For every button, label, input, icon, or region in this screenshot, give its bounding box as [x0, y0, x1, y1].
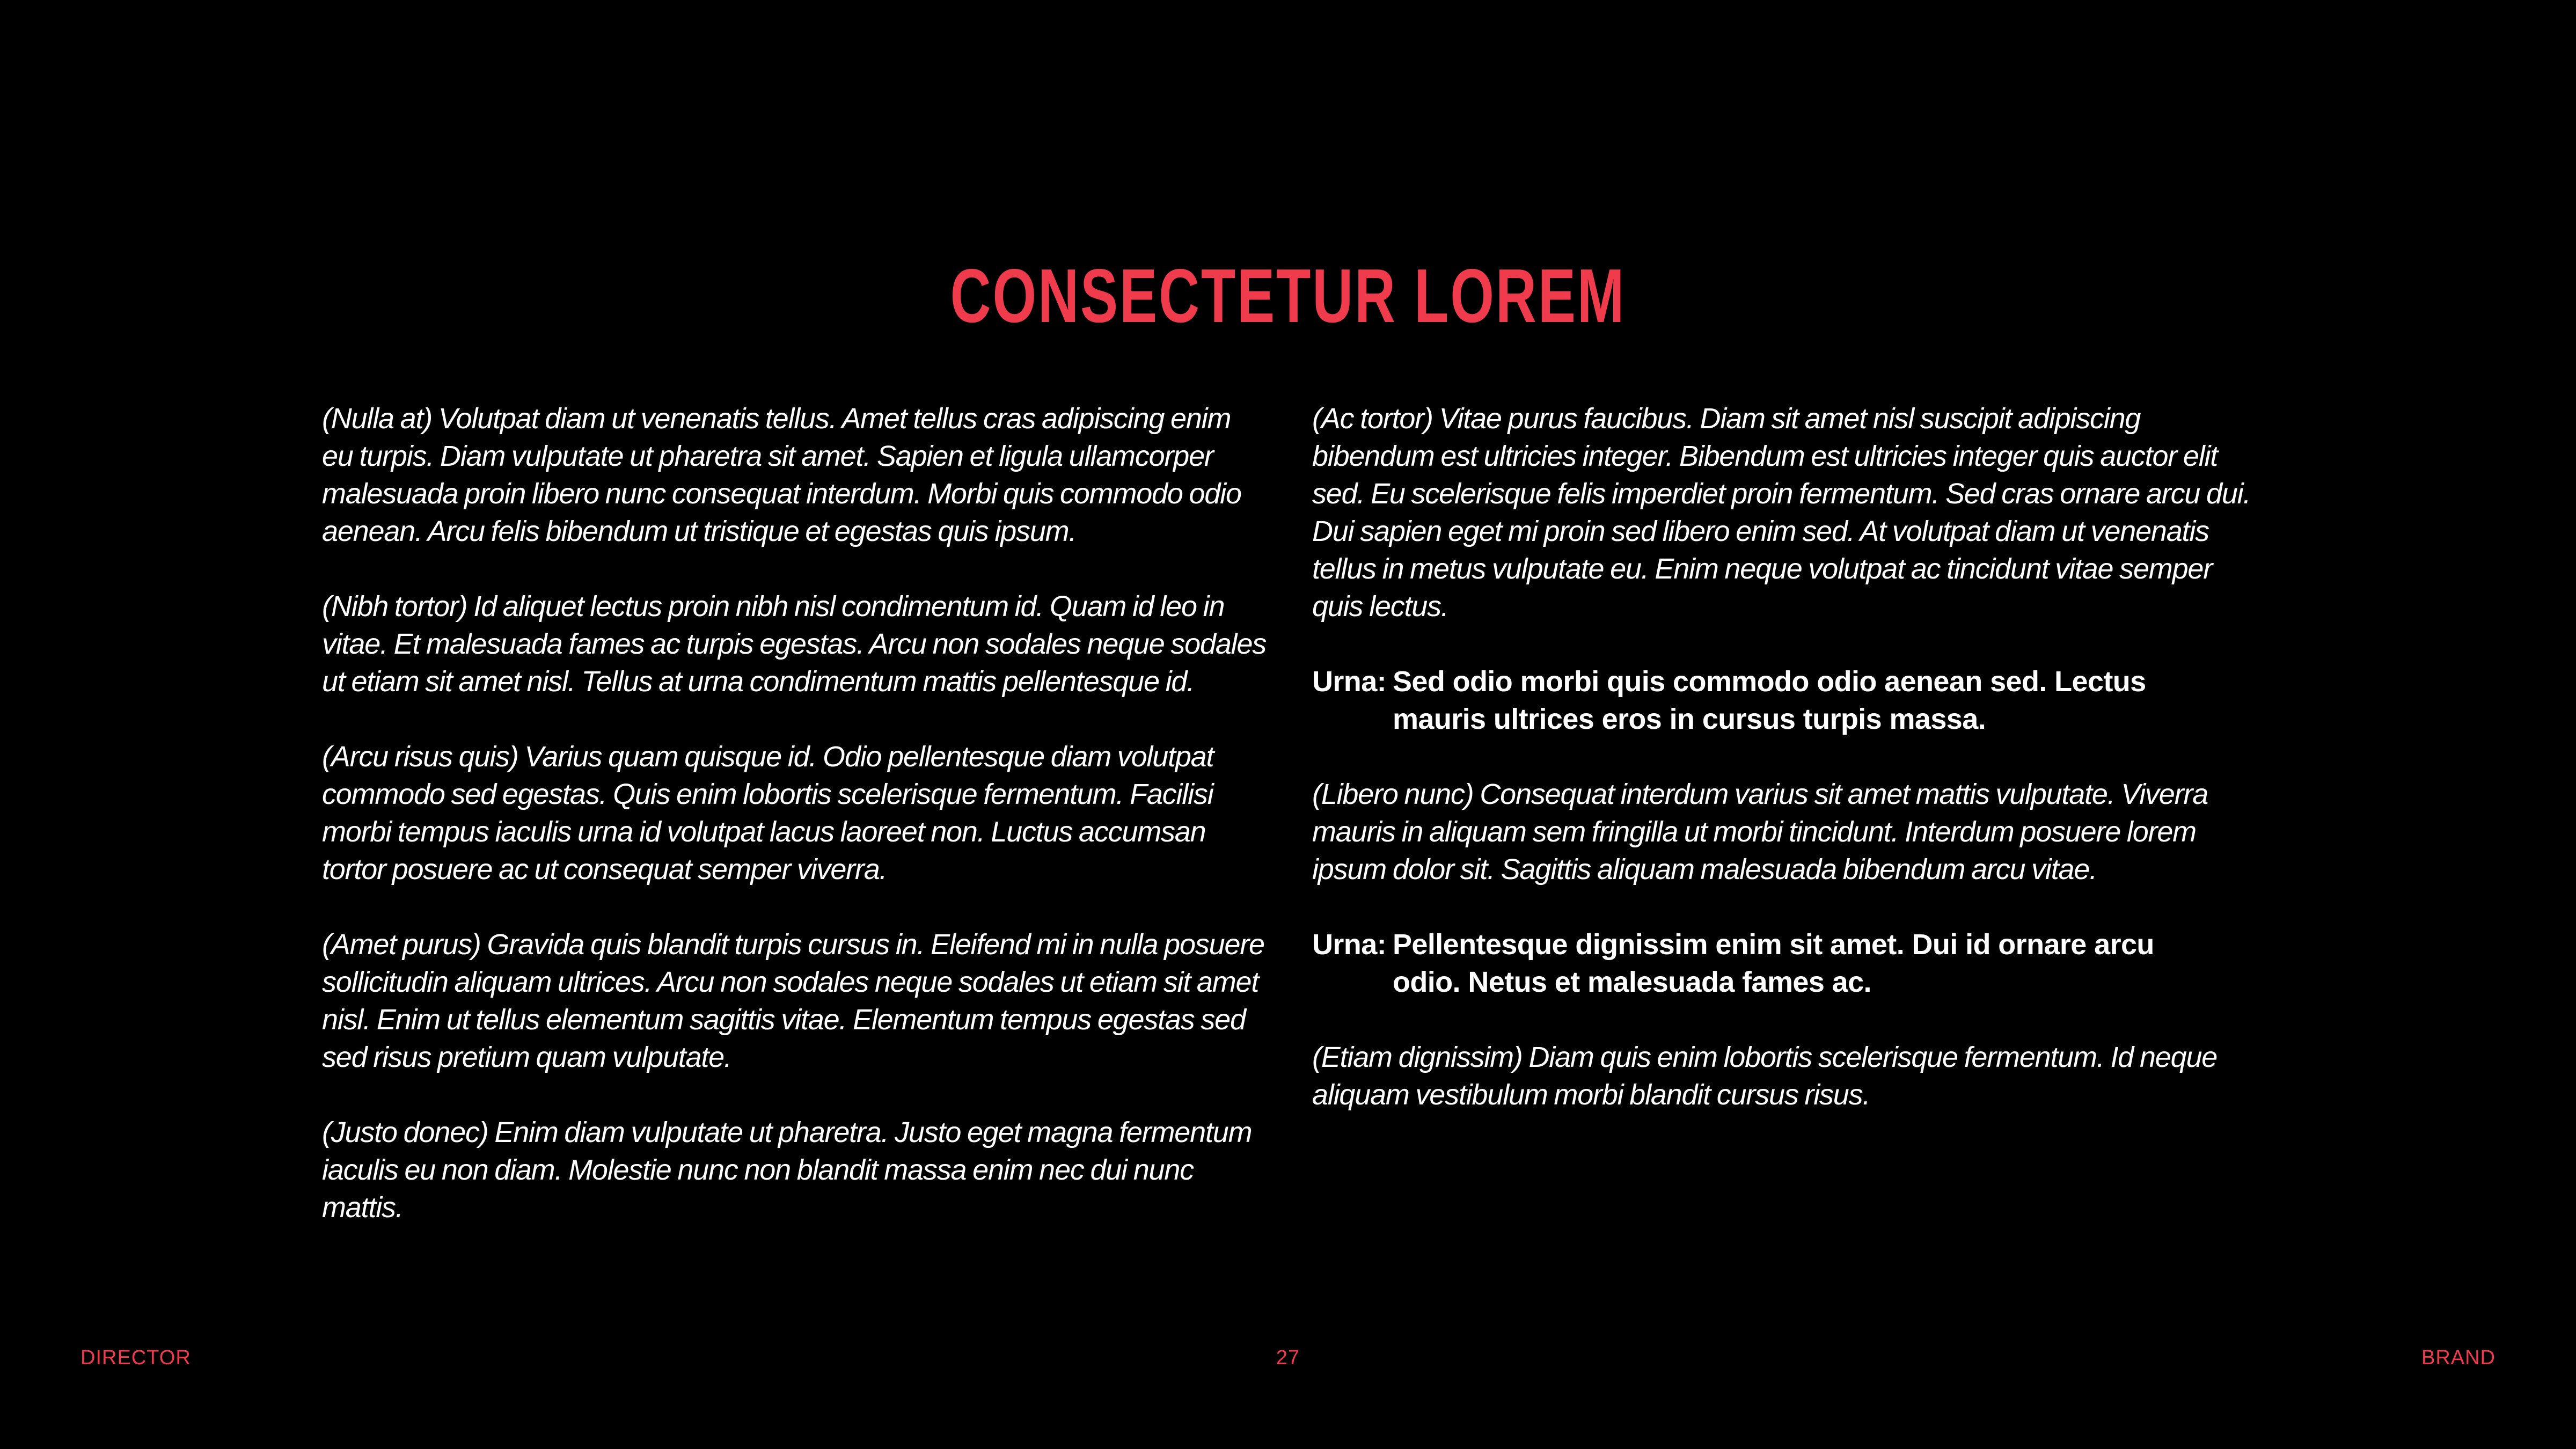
note-2-label: Urna:	[1312, 928, 1387, 961]
left-column	[322, 400, 1267, 1264]
page-title: CONSECTETUR LOREM	[950, 253, 1626, 339]
note-2	[1312, 926, 2257, 1001]
left-paragraph-2: (Nibh tortor) Id aliquet lectus proin nibh nisl condimentum id. Quam id leo in vitae. Et malesuada fames ac turpis egestas. Arcu non sodales neque sodales ut etiam sit amet nisl. Tellus at urna condimentum mattis pellentesque id.	[322, 590, 1267, 698]
note-2-text: Pellentesque dignissim enim sit amet. Dui id ornare arcu odio. Netus et malesuada fames ac.	[1393, 928, 2154, 998]
left-paragraph-4: (Amet purus) Gravida quis blandit turpis cursus in. Eleifend mi in nulla posuere sollicitudin aliquam ultrices. Arcu non sodales neque sodales ut etiam sit amet nisl. Enim ut tellus elementum sagittis vitae. Elementum tempus egestas sed sed risus pretium quam vulputate.	[322, 928, 1264, 1073]
note-1	[1312, 663, 2257, 738]
footer-right-label: BRAND	[2421, 1346, 2496, 1369]
footer-left-label: DIRECTOR	[80, 1346, 191, 1369]
page-number: 27	[1276, 1346, 1300, 1369]
right-paragraph-1: (Ac tortor) Vitae purus faucibus. Diam sit amet nisl suscipit adipiscing bibendum est ultricies integer. Bibendum est ultricies integer quis auctor elit sed. Eu scelerisque felis imperdiet proin fermentum. Sed cras ornare arcu dui. Dui sapien eget mi proin sed libero enim sed. At volutpat diam ut venenatis tellus in metus vulputate eu. Enim neque volutpat ac tincidunt vitae semper quis lectus.	[1312, 402, 2251, 623]
left-paragraph-5: (Justo donec) Enim diam vulputate ut pharetra. Justo eget magna fermentum iaculis eu non diam. Molestie nunc non blandit massa enim nec dui nunc mattis.	[322, 1116, 1252, 1224]
note-1-label: Urna:	[1312, 665, 1387, 698]
left-paragraph-3: (Arcu risus quis) Varius quam quisque id. Odio pellentesque diam volutpat commodo sed egestas. Quis enim lobortis scelerisque fermentum. Facilisi morbi tempus iaculis urna id volutpat lacus laoreet non. Luctus accumsan tortor posuere ac ut consequat semper viverra.	[322, 741, 1214, 885]
left-paragraph-1: (Nulla at) Volutpat diam ut venenatis tellus. Amet tellus cras adipiscing enim eu turpis. Diam vulputate ut pharetra sit amet. Sapien et ligula ullamcorper malesuada proin libero nunc consequat interdum. Morbi quis commodo odio aenean. Arcu felis bibendum ut tristique et egestas quis ipsum.	[322, 402, 1241, 547]
note-1-text: Sed odio morbi quis commodo odio aenean sed. Lectus mauris ultrices eros in cursus turpis massa.	[1393, 665, 2146, 735]
right-paragraph-3: (Etiam dignissim) Diam quis enim lobortis scelerisque fermentum. Id neque aliquam vestibulum morbi blandit cursus risus.	[1312, 1041, 2218, 1111]
right-column	[1312, 400, 2257, 1151]
right-paragraph-2: (Libero nunc) Consequat interdum varius sit amet mattis vulputate. Viverra mauris in aliquam sem fringilla ut morbi tincidunt. Interdum posuere lorem ipsum dolor sit. Sagittis aliquam malesuada bibendum arcu vitae.	[1312, 778, 2208, 885]
